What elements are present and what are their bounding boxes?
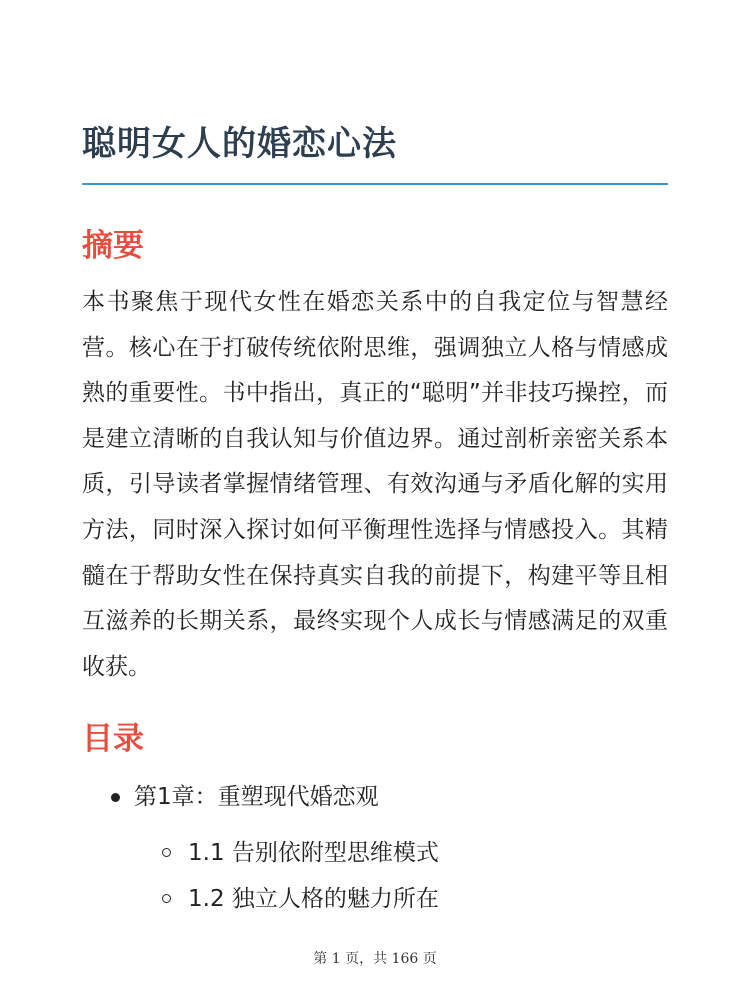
title-divider — [82, 183, 668, 185]
bullet-circle-icon — [162, 894, 171, 903]
toc-section-list — [82, 830, 668, 922]
book-title: 聪明女人的婚恋心法 — [82, 124, 397, 164]
bullet-disc-icon — [111, 793, 120, 802]
page-footer: 第 1 页，共 166 页 — [313, 951, 437, 967]
toc-section-item[interactable] — [82, 830, 668, 876]
toc-chapter-item[interactable] — [82, 774, 668, 820]
abstract-body: 本书聚焦于现代女性在婚恋关系中的自我定位与智慧经营。核心在于打破传统依附思维，强调独立人格与情感成熟的重要性。书中指出，真正的“聪明”并非技巧操控，而是建立清晰的自我认知与价值边界。通过剖析亲密关系本质，引导读者掌握情绪管理、有效沟通与矛盾化解的实用方法，同时深入探讨如何平衡理性选择与情感投入。其精髓在于帮助女性在保持真实自我的前提下，构建平等且相互滋养的长期关系，最终实现个人成长与情感满足的双重收获。 — [82, 289, 668, 680]
abstract-heading: 摘要 — [82, 228, 144, 264]
document-page — [82, 0, 668, 1000]
table-of-contents — [82, 774, 668, 922]
toc-section-label: 1.1 告别依附型思维模式 — [188, 840, 439, 866]
toc-section-item[interactable] — [82, 876, 668, 922]
toc-section-label: 1.2 独立人格的魅力所在 — [188, 886, 439, 912]
toc-heading: 目录 — [82, 721, 144, 757]
toc-chapter-label: 第1章：重塑现代婚恋观 — [134, 784, 379, 810]
bullet-circle-icon — [162, 848, 171, 857]
